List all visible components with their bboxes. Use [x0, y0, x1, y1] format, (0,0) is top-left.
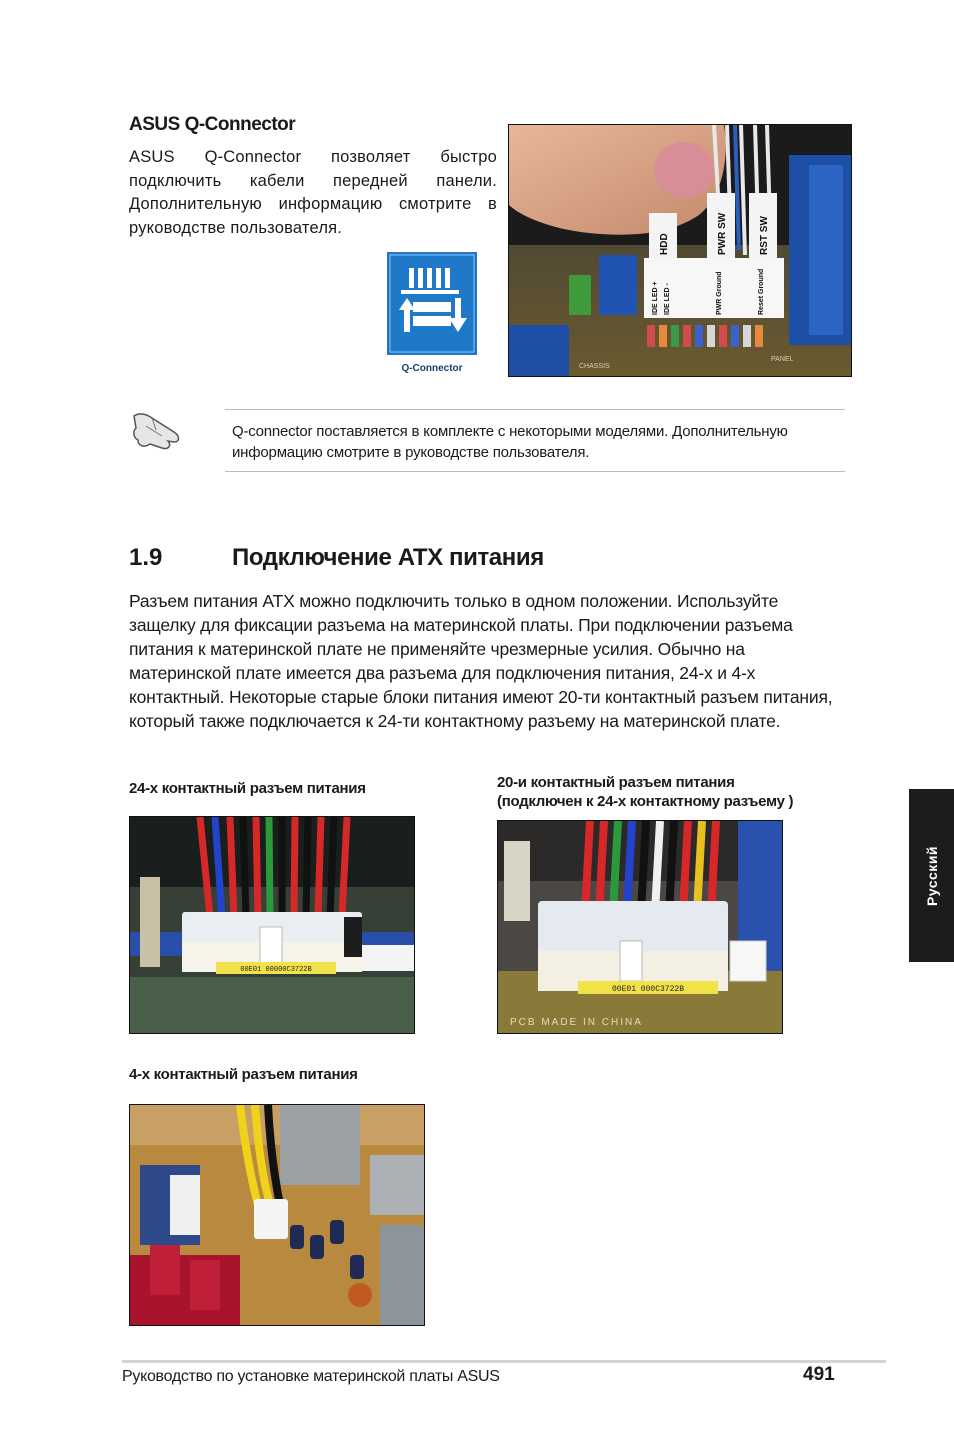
photo-label-pwr-ground: PWR Ground — [716, 271, 723, 315]
caption-20-pin-line1: 20-и контактный разъем питания — [497, 774, 735, 791]
caption-20-pin-line2: (подключен к 24-х контактному разъему ) — [497, 793, 794, 810]
language-tab-label: Русский — [923, 845, 940, 906]
language-tab — [909, 789, 954, 962]
photo-24-pin-connector — [129, 816, 415, 1034]
page-number: 491 — [803, 1364, 835, 1385]
pointing-hand-icon — [132, 408, 186, 454]
section-body: Разъем питания ATX можно подключить только в одном положении. Используйте защелку для фиксации разъема на материнской платы. При подключении разъема питания к материнской плате не применяйте чрезмерные усилия. Обычно на материнской плате имеется два разъема для подключения питания, 24-х и 4-х контактный. Некоторые старые блоки питания имеют 20-ти контактный разъем питания, который также подключается к 24-ти контактному разъему на материнской плате. — [129, 591, 833, 731]
pin20-pcb-text: PCB MADE IN CHINA — [510, 1017, 643, 1028]
caption-4-pin: 4-х контактный разъем питания — [129, 1066, 358, 1083]
pin24-sticker-text: 00E01 00000C3722B — [240, 966, 312, 974]
pin20-sticker-text: 00E01 000C3722B — [611, 985, 685, 994]
photo-label-pwr-sw: PWR SW — [717, 212, 728, 255]
note-bottom-rule — [225, 471, 845, 472]
photo-label-hdd: HDD — [659, 233, 670, 255]
footer-rule — [122, 1360, 886, 1363]
photo-label-reset-ground: Reset Ground — [758, 268, 765, 315]
note-top-rule — [225, 409, 845, 410]
qconnector-description: ASUS Q-Connector позволяет быстро подключить кабели передней панели. Дополнительную информацию смотрите в руководстве пользователя. — [129, 148, 497, 237]
photo-20-pin-connector — [497, 820, 783, 1034]
photo-label-rst-sw: RST SW — [759, 216, 770, 255]
photo-label-panel: PANEL — [771, 356, 794, 363]
section-number: 1.9 — [129, 544, 163, 571]
caption-24-pin: 24-х контактный разъем питания — [129, 780, 366, 797]
qconnector-logo-caption: Q-Connector — [401, 363, 463, 374]
photo-label-ide-led-plus: IDE LED + — [652, 281, 659, 315]
note-text: Q-connector поставляется в комплекте с некоторыми моделями. Дополнительную информацию смотрите в руководстве пользователя. — [232, 423, 788, 461]
footer-text: Руководство по установке материнской платы ASUS — [122, 1368, 500, 1385]
qconnector-heading: ASUS Q-Connector — [129, 114, 296, 135]
qconnector-logo — [387, 252, 477, 376]
qconnector-photo — [508, 124, 852, 377]
photo-label-ide-led-minus: IDE LED - — [664, 283, 671, 315]
photo-label-chassis: CHASSIS — [579, 363, 610, 370]
photo-4-pin-connector — [129, 1104, 425, 1326]
section-title: Подключение ATX питания — [232, 544, 544, 571]
